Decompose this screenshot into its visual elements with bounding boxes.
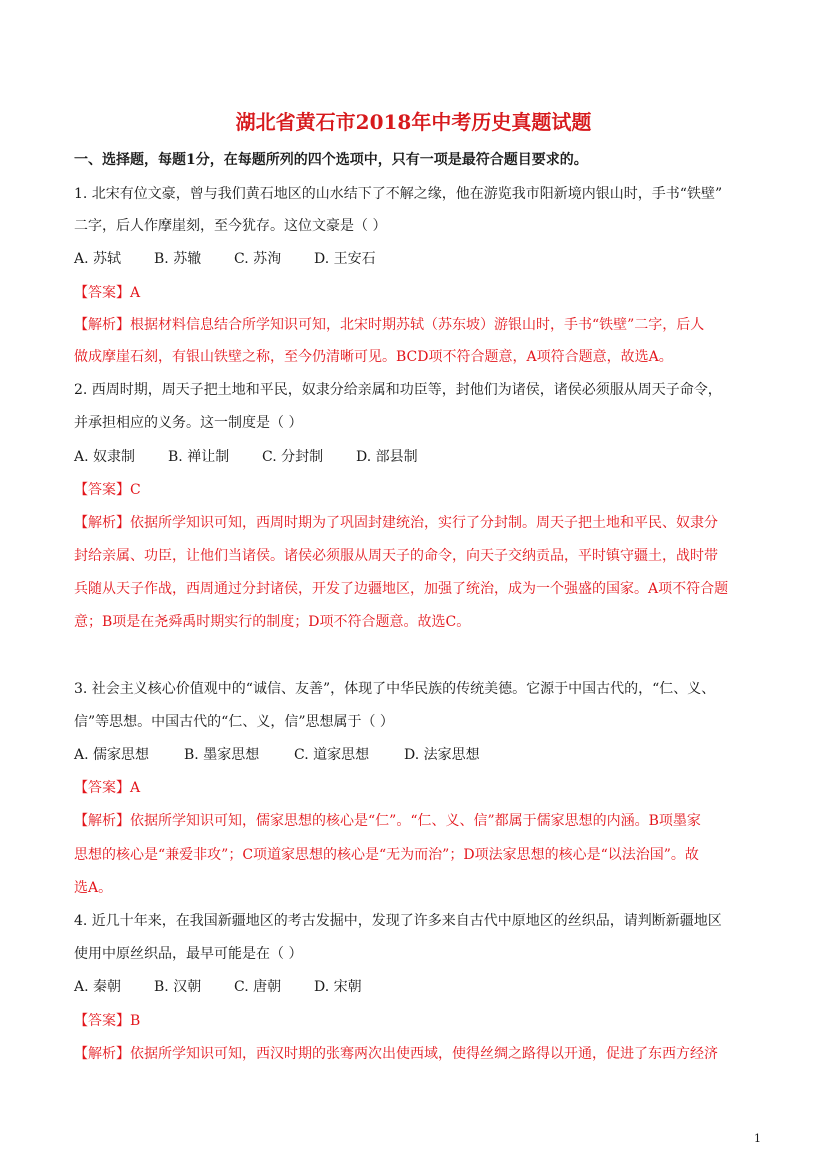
- option-d: D. 宋朝: [314, 979, 362, 995]
- question-3-line-1: 3. 社会主义核心价值观中的“诚信、友善”，体现了中华民族的传统美德。它源于中国古代的，“仁、义、: [74, 681, 716, 697]
- question-4-line-1: 4. 近几十年来，在我国新疆地区的考古发掘中，发现了许多来自古代中原地区的丝织品，请判断新疆地区: [74, 913, 722, 929]
- analysis-3-line-1: 【解析】依据所学知识可知，儒家思想的核心是“仁”。“仁、义、信”都属于儒家思想的内涵。B项墨家: [74, 813, 701, 829]
- question-2-line-2: 并承担相应的义务。这一制度是（ ）: [74, 415, 303, 431]
- option-c: C. 苏洵: [234, 251, 282, 267]
- analysis-2-line-2: 封给亲属、功臣，让他们当诸侯。诸侯必须服从周天子的命令，向天子交纳贡品，平时镇守疆土，战时带: [74, 548, 718, 564]
- analysis-2-line-4: 意；B项是在尧舜禹时期实行的制度；D项不符合题意。故选C。: [74, 614, 471, 630]
- option-b: B. 墨家思想: [184, 747, 260, 763]
- analysis-3-line-2: 思想的核心是“兼爱非攻”；C项道家思想的核心是“无为而治”；D项法家思想的核心是“以法治国”。故: [74, 847, 699, 863]
- option-a: A. 秦朝: [74, 979, 122, 995]
- question-3-line-2: 信”等思想。中国古代的“仁、义，信”思想属于（ ）: [74, 714, 394, 730]
- page-title: 湖北省黄石市2018年中考历史真题试题: [235, 110, 592, 134]
- answer-1: 【答案】A: [74, 285, 141, 301]
- page-number: 1: [754, 1132, 761, 1145]
- question-1-options: [74, 250, 764, 268]
- question-4-line-2: 使用中原丝织品，最早可能是在（ ）: [74, 946, 303, 962]
- answer-3: 【答案】A: [74, 780, 141, 796]
- option-c: C. 分封制: [262, 449, 324, 465]
- analysis-2-line-3: 兵随从天子作战，西周通过分封诸侯，开发了边疆地区，加强了统治，成为一个强盛的国家。A项不符合题: [74, 581, 729, 597]
- option-d: D. 法家思想: [404, 747, 480, 763]
- section-heading: 一、选择题，每题1分，在每题所列的四个选项中，只有一项是最符合题目要求的。: [74, 152, 588, 168]
- question-1-line-2: 二字，后人作摩崖刻，至今犹存。这位文豪是（ ）: [74, 218, 387, 234]
- option-a: A. 奴隶制: [74, 449, 136, 465]
- option-b: B. 禅让制: [168, 449, 230, 465]
- analysis-2-line-1: 【解析】依据所学知识可知，西周时期为了巩固封建统治，实行了分封制。周天子把土地和平民、奴隶分: [74, 515, 718, 531]
- question-1-line-1: 1. 北宋有位文豪，曾与我们黄石地区的山水结下了不解之缘，他在游览我市阳新境内银山时，手书“铁壁”: [74, 186, 723, 202]
- question-2-line-1: 2. 西周时期，周天子把土地和平民，奴隶分给亲属和功臣等，封他们为诸侯，诸侯必须服从周天子命令，: [74, 382, 722, 398]
- question-2-options: [74, 448, 764, 466]
- option-c: C. 道家思想: [294, 747, 370, 763]
- option-d: D. 部县制: [356, 449, 418, 465]
- option-b: B. 汉朝: [154, 979, 202, 995]
- analysis-3-line-3: 选A。: [74, 880, 113, 896]
- analysis-4-line-1: 【解析】依据所学知识可知，西汉时期的张骞两次出使西域，使得丝绸之路得以开通，促进了东西方经济: [74, 1046, 718, 1062]
- answer-2: 【答案】C: [74, 482, 141, 498]
- option-d: D. 王安石: [314, 251, 376, 267]
- analysis-1-line-1: 【解析】根据材料信息结合所学知识可知，北宋时期苏轼（苏东坡）游银山时，手书“铁壁”二字，后人: [74, 317, 705, 333]
- analysis-1-line-2: 做成摩崖石刻，有银山铁壁之称，至今仍清晰可见。BCD项不符合题意，A项符合题意，故选A。: [74, 349, 673, 365]
- question-3-options: [74, 746, 764, 764]
- option-a: A. 儒家思想: [74, 747, 150, 763]
- option-b: B. 苏辙: [154, 251, 202, 267]
- question-4-options: [74, 978, 764, 996]
- option-a: A. 苏轼: [74, 251, 122, 267]
- option-c: C. 唐朝: [234, 979, 282, 995]
- answer-4: 【答案】B: [74, 1013, 141, 1029]
